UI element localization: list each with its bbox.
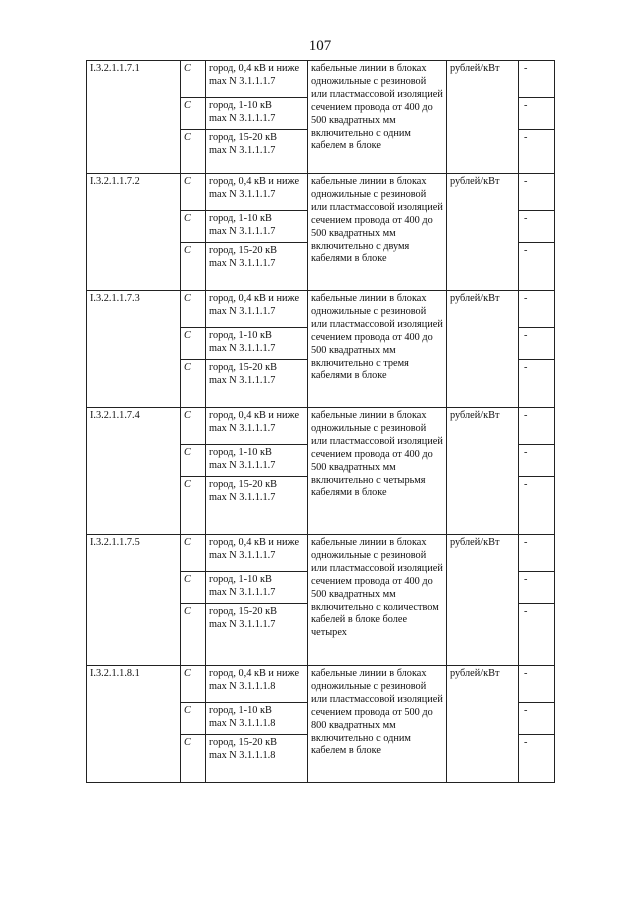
rate-symbol: C (181, 408, 206, 445)
voltage-level: город, 0,4 кВ и ниже (209, 410, 300, 421)
table-row (87, 291, 555, 328)
max-reference: max N 3.1.1.1.7 (209, 144, 276, 156)
row-code: I.3.2.1.1.7.5 (87, 535, 181, 666)
voltage-cell (206, 328, 308, 360)
rate-symbol: C (181, 572, 206, 604)
row-unit: рублей/кВт (447, 174, 519, 291)
voltage-cell (206, 174, 308, 211)
table-row (87, 61, 555, 98)
voltage-level: город, 15-20 кВ (209, 245, 277, 256)
voltage-cell (206, 666, 308, 703)
max-reference: max N 3.1.1.1.7 (209, 257, 276, 269)
rate-value: - (519, 360, 555, 408)
rate-symbol: C (181, 174, 206, 211)
max-reference: max N 3.1.1.1.7 (209, 422, 276, 434)
table-row (87, 174, 555, 211)
voltage-level: город, 0,4 кВ и ниже (209, 537, 300, 548)
rate-symbol: C (181, 61, 206, 98)
max-reference: max N 3.1.1.1.7 (209, 491, 276, 503)
voltage-level: город, 1-10 кВ (209, 330, 272, 341)
row-unit: рублей/кВт (447, 291, 519, 408)
rate-symbol: C (181, 703, 206, 735)
rate-symbol: C (181, 328, 206, 360)
rate-value: - (519, 328, 555, 360)
rate-value: - (519, 572, 555, 604)
rate-value: - (519, 703, 555, 735)
row-description: кабельные линии в блоках одножильные с резиновой или пластмассовой изоляцией сечением провода от 400 до 500 квадратных мм включительно с количеством кабелей в блоке более четырех (308, 535, 447, 666)
rate-value: - (519, 445, 555, 477)
rate-value: - (519, 61, 555, 98)
rate-value: - (519, 535, 555, 572)
rate-value: - (519, 130, 555, 174)
voltage-cell (206, 61, 308, 98)
table-row (87, 535, 555, 572)
row-code: I.3.2.1.1.7.4 (87, 408, 181, 535)
rate-symbol: C (181, 211, 206, 243)
voltage-level: город, 1-10 кВ (209, 100, 272, 111)
rate-symbol: C (181, 445, 206, 477)
table-row (87, 408, 555, 445)
rate-value: - (519, 98, 555, 130)
row-unit: рублей/кВт (447, 61, 519, 174)
row-unit: рублей/кВт (447, 666, 519, 783)
voltage-cell (206, 535, 308, 572)
row-description: кабельные линии в блоках одножильные с резиновой или пластмассовой изоляцией сечением провода от 400 до 500 квадратных мм включительно с четырьмя кабелями в блоке (308, 408, 447, 535)
max-reference: max N 3.1.1.1.7 (209, 459, 276, 471)
max-reference: max N 3.1.1.1.8 (209, 680, 276, 692)
rate-value: - (519, 291, 555, 328)
tariff-table (86, 60, 555, 783)
max-reference: max N 3.1.1.1.7 (209, 112, 276, 124)
row-code: I.3.2.1.1.7.3 (87, 291, 181, 408)
page-number: 107 (308, 38, 332, 54)
voltage-cell (206, 604, 308, 666)
rate-symbol: C (181, 360, 206, 408)
max-reference: max N 3.1.1.1.7 (209, 586, 276, 598)
voltage-level: город, 15-20 кВ (209, 479, 277, 490)
max-reference: max N 3.1.1.1.8 (209, 717, 276, 729)
voltage-level: город, 1-10 кВ (209, 447, 272, 458)
rate-value: - (519, 477, 555, 535)
row-description: кабельные линии в блоках одножильные с резиновой или пластмассовой изоляцией сечением провода от 400 до 500 квадратных мм включительно с двумя кабелями в блоке (308, 174, 447, 291)
voltage-level: город, 15-20 кВ (209, 606, 277, 617)
table-row (87, 666, 555, 703)
row-description: кабельные линии в блоках одножильные с резиновой или пластмассовой изоляцией сечением провода от 400 до 500 квадратных мм включительно с тремя кабелями в блоке (308, 291, 447, 408)
max-reference: max N 3.1.1.1.7 (209, 549, 276, 561)
voltage-level: город, 0,4 кВ и ниже (209, 176, 300, 187)
rate-symbol: C (181, 477, 206, 535)
rate-value: - (519, 408, 555, 445)
voltage-level: город, 1-10 кВ (209, 213, 272, 224)
rate-symbol: C (181, 130, 206, 174)
max-reference: max N 3.1.1.1.7 (209, 188, 276, 200)
row-code: I.3.2.1.1.8.1 (87, 666, 181, 783)
voltage-level: город, 15-20 кВ (209, 737, 277, 748)
voltage-cell (206, 291, 308, 328)
rate-value: - (519, 735, 555, 783)
rate-value: - (519, 174, 555, 211)
rate-symbol: C (181, 535, 206, 572)
voltage-cell (206, 360, 308, 408)
rate-symbol: C (181, 666, 206, 703)
rate-symbol: C (181, 735, 206, 783)
max-reference: max N 3.1.1.1.7 (209, 342, 276, 354)
voltage-cell (206, 98, 308, 130)
max-reference: max N 3.1.1.1.7 (209, 225, 276, 237)
voltage-level: город, 0,4 кВ и ниже (209, 668, 300, 679)
voltage-level: город, 0,4 кВ и ниже (209, 63, 300, 74)
rate-symbol: C (181, 291, 206, 328)
voltage-cell (206, 703, 308, 735)
voltage-level: город, 15-20 кВ (209, 132, 277, 143)
voltage-level: город, 1-10 кВ (209, 574, 272, 585)
rate-value: - (519, 211, 555, 243)
max-reference: max N 3.1.1.1.7 (209, 374, 276, 386)
rate-symbol: C (181, 243, 206, 291)
max-reference: max N 3.1.1.1.7 (209, 75, 276, 87)
voltage-level: город, 0,4 кВ и ниже (209, 293, 300, 304)
rate-symbol: C (181, 98, 206, 130)
voltage-cell (206, 243, 308, 291)
row-description: кабельные линии в блоках одножильные с резиновой или пластмассовой изоляцией сечением провода от 400 до 500 квадратных мм включительно с одним кабелем в блоке (308, 61, 447, 174)
voltage-cell (206, 445, 308, 477)
row-unit: рублей/кВт (447, 408, 519, 535)
voltage-cell (206, 130, 308, 174)
voltage-cell (206, 735, 308, 783)
row-unit: рублей/кВт (447, 535, 519, 666)
row-code: I.3.2.1.1.7.2 (87, 174, 181, 291)
voltage-level: город, 15-20 кВ (209, 362, 277, 373)
voltage-cell (206, 477, 308, 535)
row-code: I.3.2.1.1.7.1 (87, 61, 181, 174)
voltage-level: город, 1-10 кВ (209, 705, 272, 716)
max-reference: max N 3.1.1.1.8 (209, 749, 276, 761)
row-description: кабельные линии в блоках одножильные с резиновой или пластмассовой изоляцией сечением провода от 500 до 800 квадратных мм включительно с одним кабелем в блоке (308, 666, 447, 783)
max-reference: max N 3.1.1.1.7 (209, 618, 276, 630)
rate-value: - (519, 243, 555, 291)
voltage-cell (206, 211, 308, 243)
rate-value: - (519, 604, 555, 666)
voltage-cell (206, 572, 308, 604)
max-reference: max N 3.1.1.1.7 (209, 305, 276, 317)
voltage-cell (206, 408, 308, 445)
table-body (87, 61, 555, 783)
rate-symbol: C (181, 604, 206, 666)
rate-value: - (519, 666, 555, 703)
